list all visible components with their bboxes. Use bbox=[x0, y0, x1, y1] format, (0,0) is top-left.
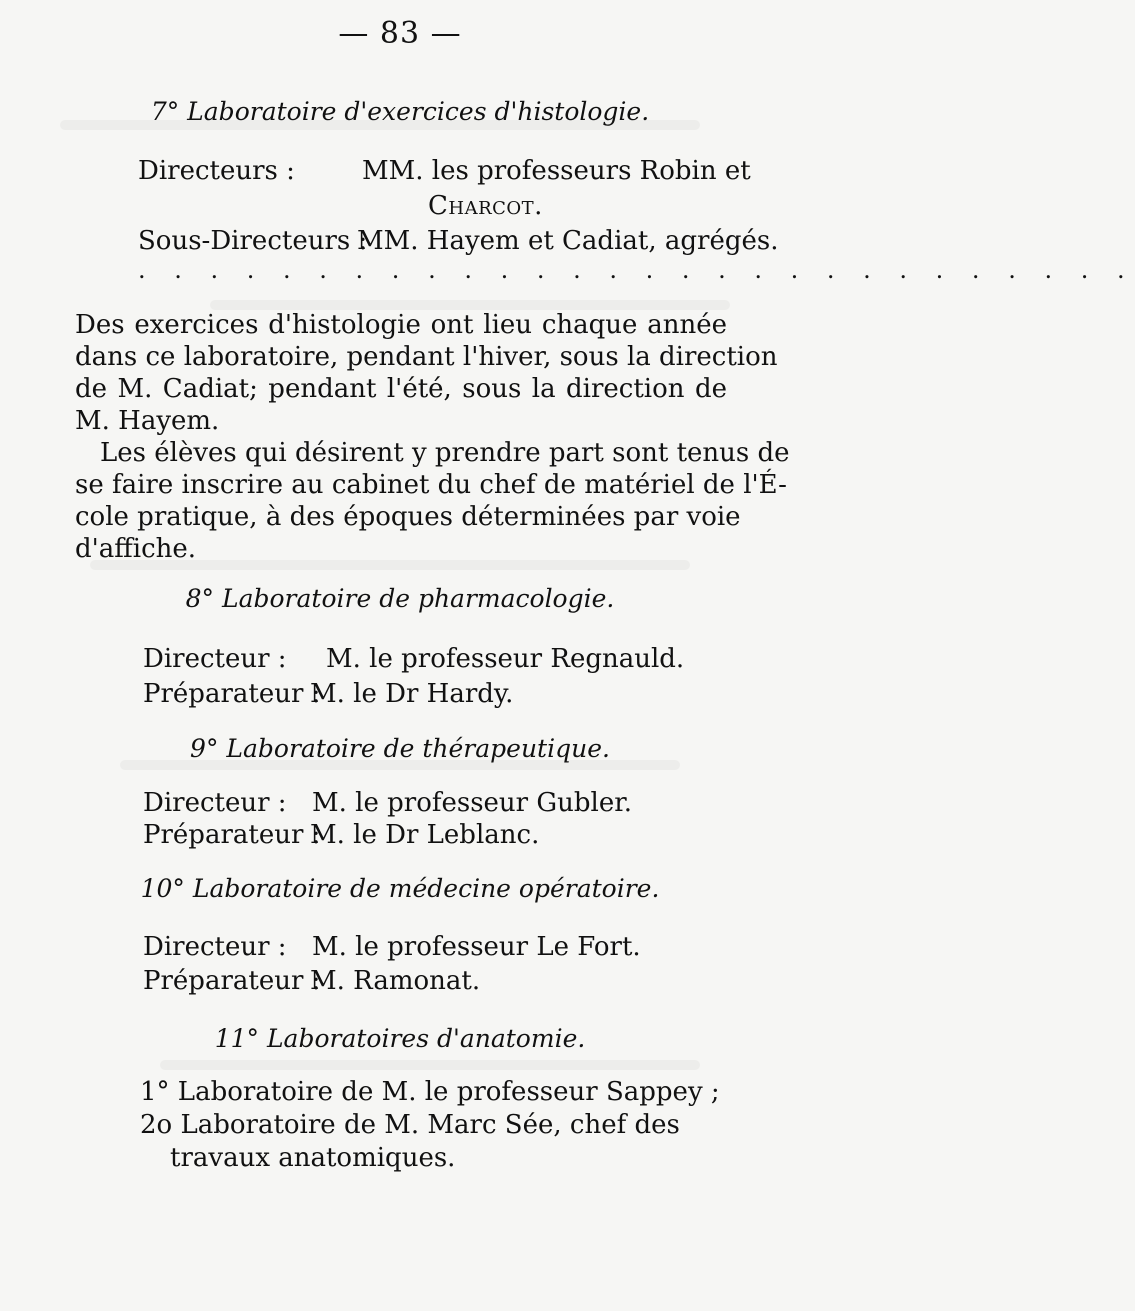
anatomy-lab-item-2-continued: travaux anatomiques. bbox=[170, 1143, 456, 1173]
preparateur-value: M. le Dr Leblanc. bbox=[310, 820, 540, 850]
bleed-through-text bbox=[160, 1060, 700, 1070]
section-9-heading: 9° Laboratoire de thérapeutique. bbox=[190, 734, 610, 763]
paragraph-line: d'affiche. bbox=[75, 534, 197, 564]
directeur-value: M. le professeur Gubler. bbox=[312, 788, 633, 818]
paragraph-line: M. Hayem. bbox=[75, 406, 220, 436]
directeur-label: Directeur : bbox=[143, 644, 287, 674]
paragraph-line: cole pratique, à des époques déterminées par voie bbox=[75, 502, 741, 532]
directeur-label: Directeur : bbox=[143, 788, 287, 818]
preparateur-label: Préparateur : bbox=[143, 679, 321, 709]
section-8-heading: 8° Laboratoire de pharmacologie. bbox=[185, 584, 615, 613]
section-10-heading: 10° Laboratoire de médecine opératoire. bbox=[140, 874, 660, 903]
anatomy-lab-item-2: 2o Laboratoire de M. Marc Sée, chef des bbox=[140, 1110, 680, 1140]
section-11-heading: 11° Laboratoires d'anatomie. bbox=[214, 1024, 586, 1053]
directeur-label: Directeur : bbox=[143, 932, 287, 962]
directeur-value: M. le professeur Regnauld. bbox=[326, 644, 685, 674]
directeurs-label: Directeurs : bbox=[138, 156, 295, 186]
directeurs-value-continued: Charcot. bbox=[428, 191, 543, 221]
bleed-through-text bbox=[210, 300, 730, 310]
section-7-heading: 7° Laboratoire d'exercices d'histologie. bbox=[150, 97, 650, 126]
preparateur-label: Préparateur : bbox=[143, 820, 321, 850]
preparateur-label: Préparateur : bbox=[143, 966, 321, 996]
anatomy-lab-item-1: 1° Laboratoire de M. le professeur Sappey ; bbox=[140, 1077, 720, 1107]
paragraph-line: se faire inscrire au cabinet du chef de matériel de l'É- bbox=[75, 470, 787, 500]
page-number: — 83 — bbox=[338, 16, 462, 51]
paragraph-line: de M. Cadiat; pendant l'été, sous la direction de bbox=[75, 374, 727, 404]
paragraph-line: dans ce laboratoire, pendant l'hiver, sous la direction bbox=[75, 342, 778, 372]
directeurs-value: MM. les professeurs Robin et bbox=[362, 156, 751, 186]
directeur-value: M. le professeur Le Fort. bbox=[312, 932, 641, 962]
preparateur-value: M. Ramonat. bbox=[310, 966, 481, 996]
sous-directeurs-label: Sous-Directeurs : bbox=[138, 226, 368, 256]
paragraph-line: Les élèves qui désirent y prendre part sont tenus de bbox=[100, 438, 790, 468]
paragraph-line: Des exercices d'histologie ont lieu chaque année bbox=[75, 310, 727, 340]
ellipsis-dots: . . . . . . . . . . . . . . . . . . . . . . . . . . . . bbox=[138, 256, 1135, 284]
preparateur-value: M. le Dr Hardy. bbox=[310, 679, 514, 709]
sous-directeurs-value: MM. Hayem et Cadiat, agrégés. bbox=[357, 226, 779, 256]
